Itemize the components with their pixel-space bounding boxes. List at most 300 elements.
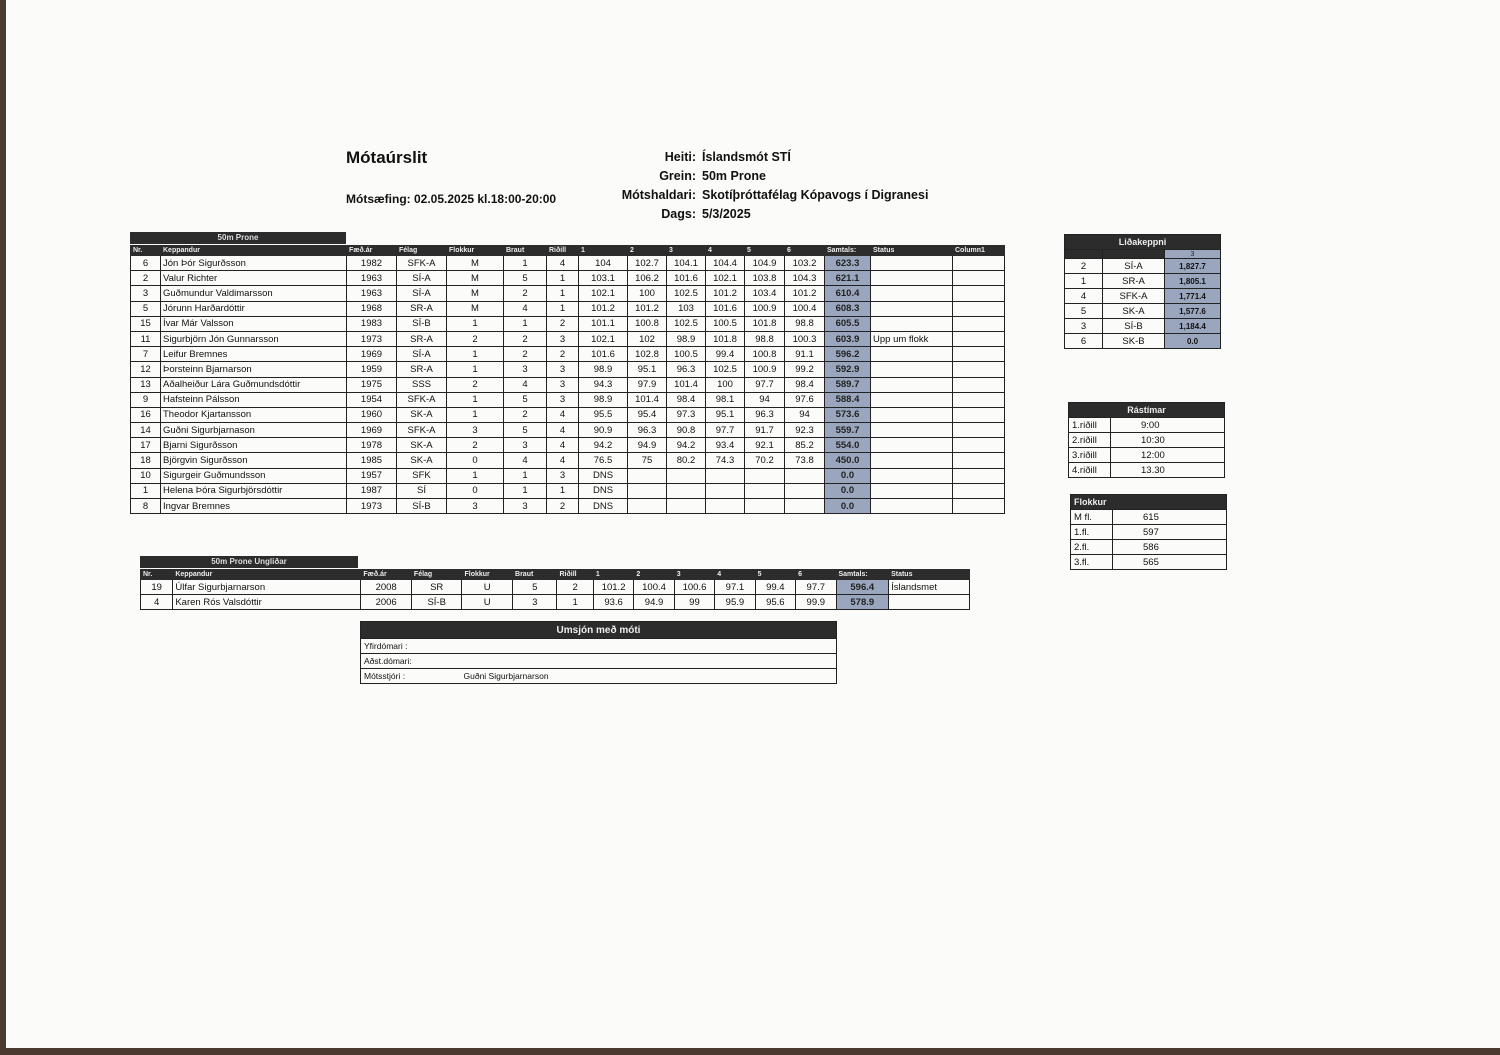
team-subhead-cell — [1065, 250, 1103, 259]
series-score: 102.7 — [628, 256, 667, 271]
status — [871, 499, 953, 514]
club: SR-A — [397, 362, 447, 377]
column-header: 2 — [634, 570, 674, 580]
team-row — [1065, 259, 1221, 274]
relay-time: 9:00 — [1111, 418, 1225, 433]
column-header: Fæð.ár — [361, 570, 412, 580]
column-header: 4 — [715, 570, 755, 580]
series-score: 90.9 — [579, 423, 628, 438]
lane: 1 — [504, 483, 547, 498]
class: 0 — [447, 453, 504, 468]
birth-year: 2006 — [361, 595, 412, 610]
competitor-name: Leifur Bremnes — [161, 347, 347, 362]
series-score: 102.8 — [628, 347, 667, 362]
relay: 2 — [547, 316, 579, 331]
team-name: SK-B — [1103, 334, 1165, 349]
competitor-number: 18 — [131, 453, 161, 468]
competitor-number: 9 — [131, 392, 161, 407]
competitor-name: Sigurgeir Guðmundsson — [161, 468, 347, 483]
column-header: 4 — [706, 246, 745, 256]
class-limit: 615 — [1113, 510, 1227, 525]
relay-time: 12:00 — [1111, 448, 1225, 463]
event-info-row — [526, 150, 928, 169]
event-info-row — [526, 169, 928, 188]
competitor-name: Ívar Már Valsson — [161, 316, 347, 331]
relay: 4 — [547, 423, 579, 438]
lane: 2 — [504, 347, 547, 362]
relay: 1 — [557, 595, 593, 610]
competitor-name: Helena Þóra Sigurbjörsdóttir — [161, 483, 347, 498]
status — [871, 286, 953, 301]
team-name: SÍ-A — [1103, 259, 1165, 274]
training-info: Mótsæfing: 02.05.2025 kl.18:00-20:00 — [346, 192, 557, 206]
series-score: 94.9 — [634, 595, 674, 610]
list-item — [1071, 555, 1227, 570]
competitor-name: Bjarni Sigurðsson — [161, 438, 347, 453]
series-score — [628, 468, 667, 483]
relay: 1 — [547, 271, 579, 286]
total-score: 0.0 — [825, 499, 871, 514]
total-score: 588.4 — [825, 392, 871, 407]
series-score: 100.9 — [745, 362, 785, 377]
team-rank: 2 — [1065, 259, 1103, 274]
status — [871, 453, 953, 468]
series-score: 101.4 — [628, 392, 667, 407]
competitor-name: Guðni Sigurbjarnason — [161, 423, 347, 438]
series-score: 102.1 — [579, 331, 628, 346]
class-label: M fl. — [1071, 510, 1113, 525]
series-score: 100.5 — [667, 347, 706, 362]
birth-year: 1954 — [347, 392, 397, 407]
team-total: 1,805.1 — [1165, 274, 1221, 289]
date-label: Dags: — [661, 207, 696, 221]
relay-label: 3.riðill — [1069, 448, 1111, 463]
class: 2 — [447, 331, 504, 346]
competitor-number: 7 — [131, 347, 161, 362]
total-score: 450.0 — [825, 453, 871, 468]
staff-header — [361, 622, 837, 639]
team-name: SÍ-B — [1103, 319, 1165, 334]
competitor-name: Úlfar Sigurbjarnarson — [173, 580, 361, 595]
birth-year: 1973 — [347, 331, 397, 346]
competitor-number: 5 — [131, 301, 161, 316]
lane: 4 — [504, 301, 547, 316]
staff-table — [360, 621, 837, 684]
lane: 4 — [504, 377, 547, 392]
class-limit: 597 — [1113, 525, 1227, 540]
table-row — [131, 286, 1005, 301]
series-score: 92.3 — [785, 423, 825, 438]
series-score: 97.6 — [785, 392, 825, 407]
extra-column — [953, 286, 1005, 301]
table-row — [131, 331, 1005, 346]
series-score: 93.6 — [593, 595, 633, 610]
team-row — [1065, 289, 1221, 304]
series-score: 94 — [745, 392, 785, 407]
series-score: 104.3 — [785, 271, 825, 286]
series-score: 104 — [579, 256, 628, 271]
extra-column — [953, 271, 1005, 286]
series-score: 98.4 — [785, 377, 825, 392]
competitor-name: Hafsteinn Pálsson — [161, 392, 347, 407]
class: 3 — [447, 423, 504, 438]
table-row — [131, 483, 1005, 498]
relay: 3 — [547, 392, 579, 407]
status — [871, 301, 953, 316]
extra-column — [953, 423, 1005, 438]
column-header: Status — [871, 246, 953, 256]
series-score: 95.1 — [706, 407, 745, 422]
table-row — [131, 468, 1005, 483]
competitor-number: 6 — [131, 256, 161, 271]
series-score: 101.2 — [628, 301, 667, 316]
series-score: 100.8 — [628, 316, 667, 331]
series-score: 97.9 — [628, 377, 667, 392]
start-times-body — [1069, 418, 1225, 478]
series-score: 98.8 — [745, 331, 785, 346]
club: SR-A — [397, 331, 447, 346]
relay-label: 2.riðill — [1069, 433, 1111, 448]
series-score — [667, 499, 706, 514]
lane: 1 — [504, 468, 547, 483]
column-header: 3 — [674, 570, 714, 580]
organizer-label: Mótshaldari: — [621, 188, 696, 202]
column-header: 1 — [579, 246, 628, 256]
series-score: 94.3 — [579, 377, 628, 392]
series-score: 98.8 — [785, 316, 825, 331]
class-limit: 586 — [1113, 540, 1227, 555]
competitor-number: 10 — [131, 468, 161, 483]
series-score: 101.6 — [579, 347, 628, 362]
staff-row — [361, 639, 837, 654]
team-name: SK-A — [1103, 304, 1165, 319]
series-score: 103 — [667, 301, 706, 316]
class-label: 3.fl. — [1071, 555, 1113, 570]
class-limit: 565 — [1113, 555, 1227, 570]
status: Íslandsmet — [889, 580, 970, 595]
status — [871, 438, 953, 453]
competitor-name: Guðmundur Valdimarsson — [161, 286, 347, 301]
team-subhead-cell — [1103, 250, 1165, 259]
class: M — [447, 256, 504, 271]
relay: 2 — [547, 347, 579, 362]
club: SÍ-B — [411, 595, 462, 610]
lane: 5 — [513, 580, 557, 595]
team-rank: 6 — [1065, 334, 1103, 349]
column-header: 5 — [745, 246, 785, 256]
series-score: 103.2 — [785, 256, 825, 271]
competitor-number: 13 — [131, 377, 161, 392]
club: SFK-A — [397, 423, 447, 438]
column-header: Keppandur — [161, 246, 347, 256]
team-row — [1065, 274, 1221, 289]
relay: 2 — [547, 499, 579, 514]
series-score: 85.2 — [785, 438, 825, 453]
list-item — [1069, 433, 1225, 448]
staff-row — [361, 669, 837, 684]
staff-title: Umsjón með móti — [361, 622, 837, 639]
series-score — [706, 499, 745, 514]
series-score: 98.9 — [579, 362, 628, 377]
series-score: 104.1 — [667, 256, 706, 271]
series-score — [745, 483, 785, 498]
series-score: 100.6 — [674, 580, 714, 595]
staff-label: Mótsstjóri : — [361, 669, 461, 684]
discipline-label: Grein: — [659, 169, 696, 183]
team-body — [1065, 259, 1221, 349]
lane: 1 — [504, 316, 547, 331]
lane: 5 — [504, 392, 547, 407]
class: 1 — [447, 407, 504, 422]
class: 1 — [447, 468, 504, 483]
extra-column — [953, 347, 1005, 362]
club: SFK-A — [397, 392, 447, 407]
series-score: 74.3 — [706, 453, 745, 468]
birth-year: 1959 — [347, 362, 397, 377]
list-item — [1069, 418, 1225, 433]
class-limits-table — [1070, 494, 1227, 570]
birth-year: 1975 — [347, 377, 397, 392]
team-header — [1065, 235, 1221, 250]
club: SK-A — [397, 407, 447, 422]
main-results-body — [131, 246, 1005, 514]
series-score: 95.5 — [579, 407, 628, 422]
series-score: 102.5 — [667, 316, 706, 331]
column-header: Keppandur — [173, 570, 361, 580]
list-item — [1071, 540, 1227, 555]
extra-column — [953, 377, 1005, 392]
class: M — [447, 301, 504, 316]
series-score: 100 — [628, 286, 667, 301]
series-score: 76.5 — [579, 453, 628, 468]
relay: 3 — [547, 468, 579, 483]
club: SÍ-B — [397, 499, 447, 514]
series-score: 101.2 — [593, 580, 633, 595]
competitor-name: Jón Þór Sigurðsson — [161, 256, 347, 271]
series-score: 94.2 — [667, 438, 706, 453]
column-header: Status — [889, 570, 970, 580]
organizer-value: Skotíþróttafélag Kópavogs í Digranesi — [702, 188, 929, 202]
series-score: 94.2 — [579, 438, 628, 453]
competitor-name: Þorsteinn Bjarnarson — [161, 362, 347, 377]
relay: 4 — [547, 407, 579, 422]
series-score: 102.1 — [706, 271, 745, 286]
extra-column — [953, 499, 1005, 514]
team-total: 1,827.7 — [1165, 259, 1221, 274]
team-row — [1065, 334, 1221, 349]
competitor-number: 14 — [131, 423, 161, 438]
date-value: 5/3/2025 — [702, 207, 751, 221]
lane: 4 — [504, 453, 547, 468]
series-score — [745, 468, 785, 483]
staff-label: Aðst.dómari: — [361, 654, 461, 669]
series-score: 95.1 — [628, 362, 667, 377]
birth-year: 1957 — [347, 468, 397, 483]
series-score: 103.4 — [745, 286, 785, 301]
series-score: 100 — [706, 377, 745, 392]
series-score: 101.6 — [706, 301, 745, 316]
column-header: Braut — [513, 570, 557, 580]
competitor-number: 8 — [131, 499, 161, 514]
relay: 2 — [557, 580, 593, 595]
team-table — [1064, 234, 1221, 349]
extra-column — [953, 362, 1005, 377]
column-header: Flokkur — [462, 570, 513, 580]
competitor-name: Karen Rós Valsdóttir — [173, 595, 361, 610]
staff-value: Guðni Sigurbjarnarson — [461, 669, 837, 684]
series-score: 97.1 — [715, 580, 755, 595]
total-score: 578.9 — [836, 595, 889, 610]
class-limits-body — [1071, 510, 1227, 570]
birth-year: 1969 — [347, 347, 397, 362]
series-score — [667, 468, 706, 483]
series-score: 95.4 — [628, 407, 667, 422]
total-score: 605.5 — [825, 316, 871, 331]
series-score: 99.2 — [785, 362, 825, 377]
series-score: 99.4 — [755, 580, 795, 595]
lane: 3 — [513, 595, 557, 610]
club: SK-A — [397, 453, 447, 468]
extra-column — [953, 438, 1005, 453]
main-table-banner: 50m Prone — [130, 232, 346, 244]
start-times-title: Rástímar — [1069, 403, 1225, 418]
competitor-number: 19 — [141, 580, 173, 595]
birth-year: 1963 — [347, 286, 397, 301]
team-total: 1,771.4 — [1165, 289, 1221, 304]
team-name: SR-A — [1103, 274, 1165, 289]
list-item — [1071, 510, 1227, 525]
status — [871, 271, 953, 286]
competitor-name: Jórunn Harðardóttir — [161, 301, 347, 316]
junior-results-body — [141, 570, 970, 610]
team-rank: 4 — [1065, 289, 1103, 304]
series-score: 97.7 — [796, 580, 836, 595]
series-score: 91.1 — [785, 347, 825, 362]
series-score: 101.4 — [667, 377, 706, 392]
extra-column — [953, 256, 1005, 271]
status — [871, 483, 953, 498]
series-score: 100.4 — [785, 301, 825, 316]
series-score: 95.6 — [755, 595, 795, 610]
series-score: 101.1 — [579, 316, 628, 331]
series-score: 99.9 — [796, 595, 836, 610]
series-score: 98.9 — [667, 331, 706, 346]
series-score — [706, 483, 745, 498]
team-rank: 1 — [1065, 274, 1103, 289]
club: SÍ-A — [397, 271, 447, 286]
series-score: 80.2 — [667, 453, 706, 468]
series-score — [785, 483, 825, 498]
series-score: 91.7 — [745, 423, 785, 438]
event-name-value: Íslandsmót STÍ — [702, 150, 791, 164]
total-score: 0.0 — [825, 483, 871, 498]
series-score: 94 — [785, 407, 825, 422]
table-row — [131, 362, 1005, 377]
series-score: 70.2 — [745, 453, 785, 468]
series-score: 96.3 — [628, 423, 667, 438]
relay-time: 13.30 — [1111, 463, 1225, 478]
start-times-table — [1068, 402, 1225, 478]
class: 1 — [447, 362, 504, 377]
club: SÍ — [397, 483, 447, 498]
extra-column — [953, 331, 1005, 346]
list-item — [1069, 448, 1225, 463]
table-row — [131, 438, 1005, 453]
club: SSS — [397, 377, 447, 392]
column-header: Nr. — [131, 246, 161, 256]
table-row — [131, 347, 1005, 362]
series-score: 104.9 — [745, 256, 785, 271]
staff-value — [461, 654, 837, 669]
total-score: 608.3 — [825, 301, 871, 316]
total-score: 610.4 — [825, 286, 871, 301]
series-score: 104.4 — [706, 256, 745, 271]
series-score: 96.3 — [667, 362, 706, 377]
competitor-number: 1 — [131, 483, 161, 498]
lane: 3 — [504, 499, 547, 514]
birth-year: 1985 — [347, 453, 397, 468]
class-limits-header — [1071, 495, 1227, 510]
competitor-name: Ingvar Bremnes — [161, 499, 347, 514]
table-row — [131, 499, 1005, 514]
series-score: 101.8 — [706, 331, 745, 346]
team-rank: 5 — [1065, 304, 1103, 319]
relay: 1 — [547, 483, 579, 498]
total-score: 603.9 — [825, 331, 871, 346]
team-total: 1,184.4 — [1165, 319, 1221, 334]
competitor-name: Sigurbjörn Jón Gunnarsson — [161, 331, 347, 346]
class-limits-title: Flokkur — [1071, 495, 1227, 510]
total-score: 592.9 — [825, 362, 871, 377]
table-row — [141, 595, 970, 610]
extra-column — [953, 301, 1005, 316]
competitor-number: 2 — [131, 271, 161, 286]
total-score: 554.0 — [825, 438, 871, 453]
series-score: 101.8 — [745, 316, 785, 331]
team-row — [1065, 319, 1221, 334]
series-score: 101.6 — [667, 271, 706, 286]
list-item — [1071, 525, 1227, 540]
column-header: Fæð.ár — [347, 246, 397, 256]
column-header: Riðill — [557, 570, 593, 580]
column-header: 1 — [593, 570, 633, 580]
birth-year: 1973 — [347, 499, 397, 514]
series-score: 99 — [674, 595, 714, 610]
relay-label: 4.riðill — [1069, 463, 1111, 478]
column-header: 2 — [628, 246, 667, 256]
event-name-label: Heiti: — [664, 150, 696, 164]
event-info — [526, 150, 928, 226]
birth-year: 1968 — [347, 301, 397, 316]
lane: 3 — [504, 362, 547, 377]
lane: 2 — [504, 331, 547, 346]
series-score: 101.2 — [579, 301, 628, 316]
series-score: 100.4 — [634, 580, 674, 595]
table-row — [131, 453, 1005, 468]
series-score: DNS — [579, 468, 628, 483]
column-header: Column1 — [953, 246, 1005, 256]
staff-value — [461, 639, 837, 654]
series-score — [667, 483, 706, 498]
extra-column — [953, 316, 1005, 331]
status — [871, 347, 953, 362]
paper-sheet — [6, 0, 1500, 1048]
lane: 1 — [504, 256, 547, 271]
club: SR-A — [397, 301, 447, 316]
start-times-header — [1069, 403, 1225, 418]
series-score: 98.4 — [667, 392, 706, 407]
status — [871, 407, 953, 422]
